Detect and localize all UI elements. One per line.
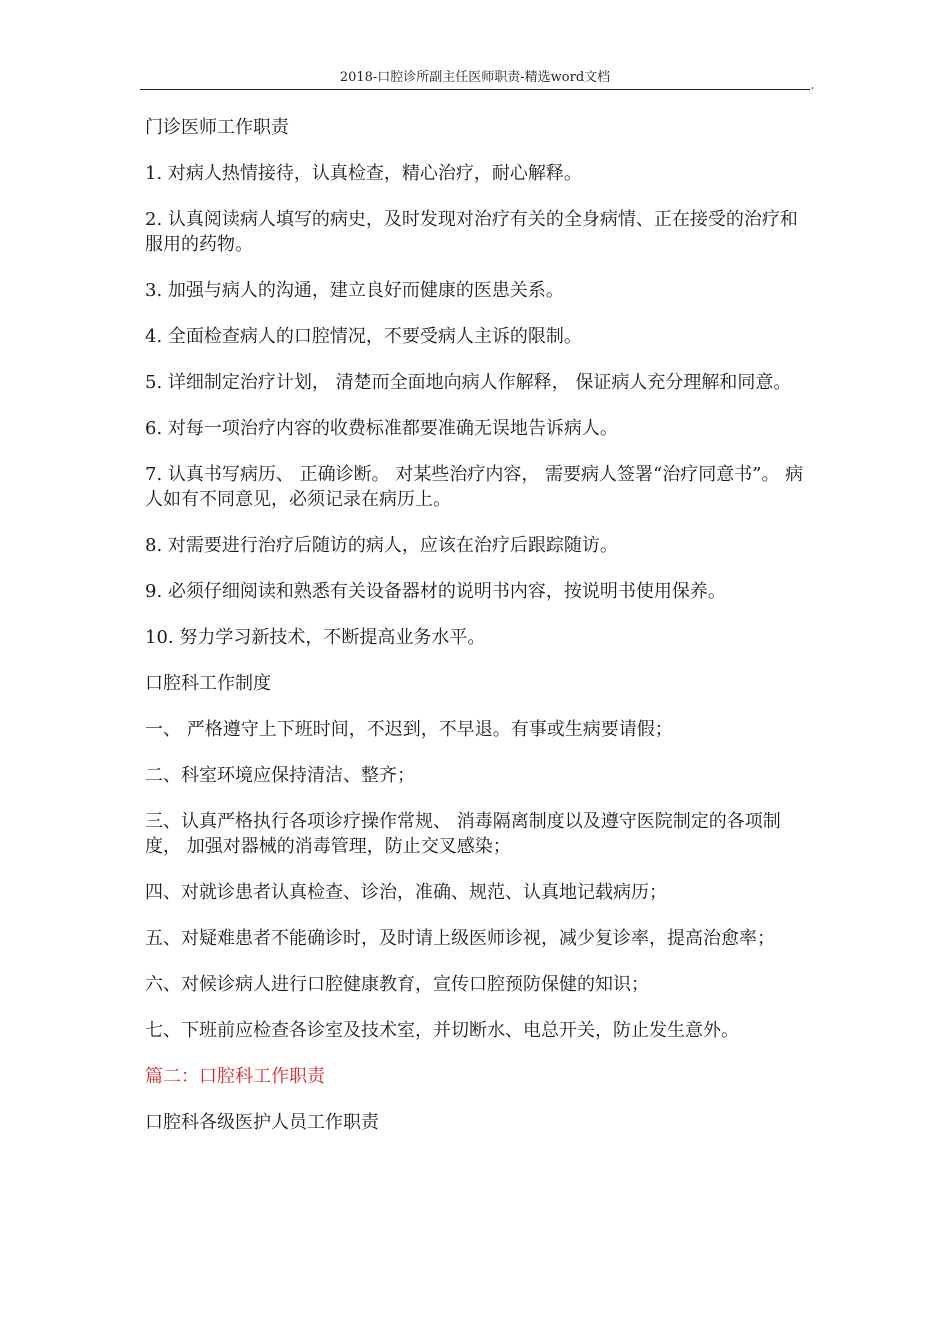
duty-item-7: 7. 认真书写病历、 正确诊断。 对某些治疗内容， 需要病人签署“治疗同意书”。 病人如有不同意见，必须记录在病历上。 [145,464,804,510]
part-two-title: 篇二：口腔科工作职责 [145,1066,325,1087]
rule-item-6: 六、对候诊病人进行口腔健康教育，宣传口腔预防保健的知识； [145,974,649,995]
duty-item-8: 8. 对需要进行治疗后随访的病人，应该在治疗后跟踪随访。 [145,535,618,556]
section-heading-outpatient-duties: 门诊医师工作职责 [145,117,289,138]
duty-item-6: 6. 对每一项治疗内容的收费标准都要准确无误地告诉病人。 [145,418,618,439]
duty-item-10: 10. 努力学习新技术，不断提高业务水平。 [145,627,486,648]
page-header: 2018-口腔诊所副主任医师职责-精选word文档 [339,70,611,85]
duty-item-5: 5. 详细制定治疗计划， 清楚而全面地向病人作解释， 保证病人充分理解和同意。 [145,372,792,393]
rule-item-1: 一、 严格遵守上下班时间，不迟到，不早退。有事或生病要请假； [145,719,673,740]
duty-item-1: 1. 对病人热情接待，认真检查，精心治疗，耐心解释。 [145,163,582,184]
rule-item-2: 二、科室环境应保持清洁、整齐； [145,765,415,786]
rule-item-7: 七、下班前应检查各诊室及技术室，并切断水、电总开关，防止发生意外。 [145,1020,739,1041]
duty-item-9: 9. 必须仔细阅读和熟悉有关设备器材的说明书内容，按说明书使用保养。 [145,581,726,602]
rule-item-4: 四、对就诊患者认真检查、诊治，准确、规范、认真地记载病历； [145,882,667,903]
duty-item-2: 2. 认真阅读病人填写的病史，及时发现对治疗有关的全身病情、正在接受的治疗和服用的药物。 [145,209,798,255]
rule-item-3: 三、认真严格执行各项诊疗操作常规、 消毒隔离制度以及遵守医院制定的各项制度， 加强对器械的消毒管理，防止交叉感染； [145,811,781,857]
section-heading-work-rules: 口腔科工作制度 [145,673,271,694]
header-rule [140,89,810,90]
document-body [145,115,815,1156]
duty-item-4: 4. 全面检查病人的口腔情况，不要受病人主诉的限制。 [145,326,582,347]
duty-item-3: 3. 加强与病人的沟通，建立良好而健康的医患关系。 [145,280,564,301]
rule-item-5: 五、对疑难患者不能确诊时，及时请上级医师诊视，减少复诊率，提高治愈率； [145,928,775,949]
part-two-subheading: 口腔科各级医护人员工作职责 [145,1112,379,1133]
header-mark: , [811,80,815,91]
